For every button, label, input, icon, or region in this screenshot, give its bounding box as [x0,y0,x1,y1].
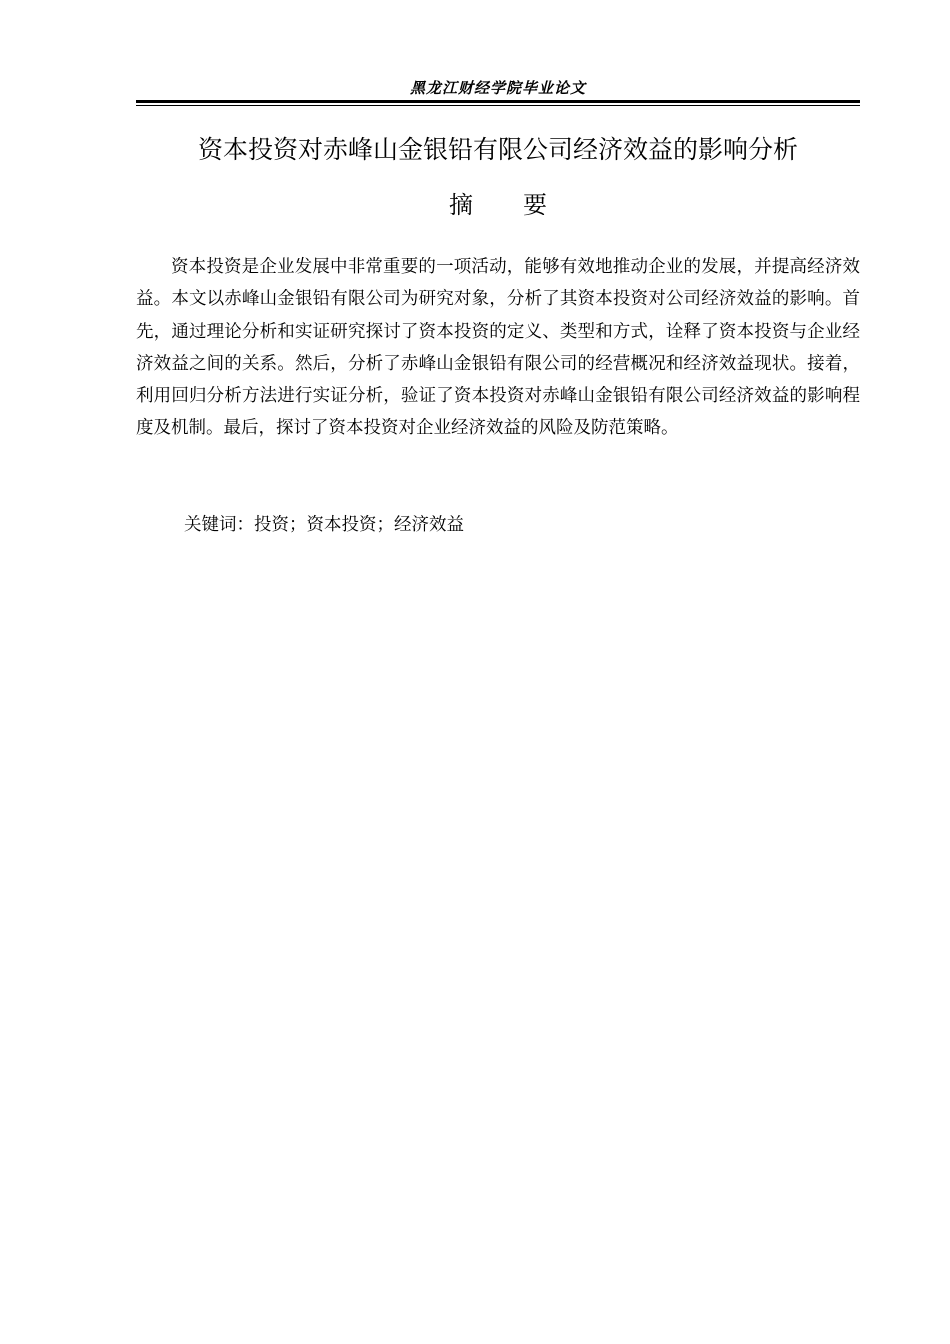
header-rule-thick [136,100,860,103]
abstract-heading: 摘要 [449,191,597,219]
running-header: 黑龙江财经学院毕业论文 [409,79,586,97]
header-rule-thin [136,105,860,106]
abstract-body: 资本投资是企业发展中非常重要的一项活动，能够有效地推动企业的发展，并提高经济效益。本文以赤峰山金银铅有限公司为研究对象，分析了其资本投资对公司经济效益的影响。首先，通过理论分析和实证研究探讨了资本投资的定义、类型和方式，诠释了资本投资与企业经济效益之间的关系。然后，分析了赤峰山金银铅有限公司的经营概况和经济效益现状。接着，利用回归分析方法进行实证分析，验证了资本投资对赤峰山金银铅有限公司经济效益的影响程度及机制。最后，探讨了资本投资对企业经济效益的风险及防范策略。 [136,257,860,439]
keywords-label: 关键词： [184,515,254,535]
keywords-line [184,510,464,540]
keywords-value: 投资；资本投资；经济效益 [254,515,464,535]
document-title: 资本投资对赤峰山金银铅有限公司经济效益的影响分析 [197,135,798,164]
